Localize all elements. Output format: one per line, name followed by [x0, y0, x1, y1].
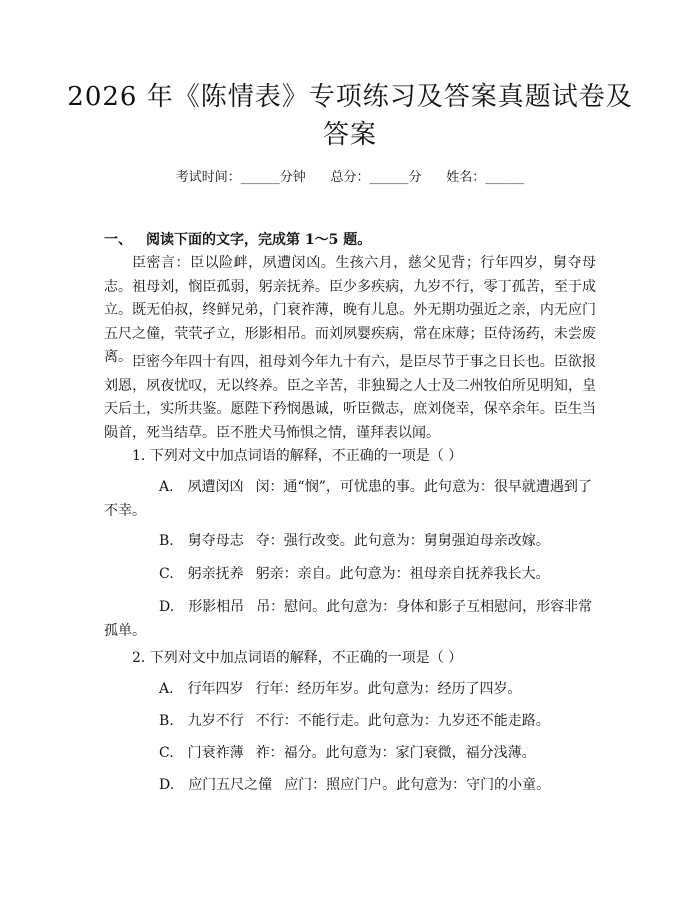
option-term: 门衰祚薄 [187, 745, 244, 761]
option-explain: 祚：福分。此句意为：家门衰微，福分浅薄。 [255, 745, 536, 761]
option-letter: B. [159, 713, 174, 729]
section-heading [104, 230, 371, 250]
question-2-option-b [104, 710, 596, 734]
page-title: 2026 年《陈情表》专项练习及答案真题试卷及答案 [67, 82, 633, 150]
option-term: 舅夺母志 [187, 533, 244, 549]
option-letter: A. [159, 681, 174, 697]
option-term: 九岁不行 [187, 713, 244, 729]
option-term: 应门五尺之僮 [188, 777, 273, 793]
option-explain: 夺：强行改变。此句意为：舅舅强迫母亲改嫁。 [255, 533, 550, 549]
option-explain: 躬亲：亲自。此句意为：祖母亲自抚养我长大。 [255, 566, 550, 582]
option-term: 形影相吊 [188, 599, 245, 615]
question-2-option-d [104, 774, 596, 798]
section-number: 一、 [104, 232, 132, 248]
option-letter: D. [159, 777, 175, 793]
option-letter: C. [159, 745, 174, 761]
option-explain: 不行：不能行走。此句意为：九岁还不能走路。 [255, 713, 550, 729]
option-letter: B. [159, 533, 174, 549]
question-1-stem: 1. 下列对文中加点词语的解释，不正确的一项是（ ） [132, 448, 463, 464]
question-2-option-a [104, 678, 596, 702]
option-term: 行年四岁 [187, 681, 244, 697]
question-1-option-a [104, 476, 596, 523]
section-instruction: 阅读下面的文字，完成第 1～5 题。 [146, 232, 372, 248]
passage-paragraph-2: 臣密今年四十有四，祖母刘今年九十有六，是臣尽节于事之日长也。臣欲报刘恩，夙夜忧叹，无以终养。臣之辛苦，非独蜀之人士及二州牧伯所见明知，皇天后土，实所共鉴。愿陛下矜悯愚诚，听臣微志，庶刘侥幸，保卒余年。臣生当陨首，死当结草。臣不胜犬马怖惧之情，谨拜表以闻。 [104, 354, 596, 441]
question-1-option-c [104, 563, 596, 587]
option-letter: C. [159, 566, 174, 582]
question-1-option-d [104, 596, 596, 643]
option-explain: 吊：慰问。此句意为：身体和影子互相慰问，形容非常孤单。 [104, 599, 593, 639]
exam-info-line: 考试时间：______分钟 总分：______分 姓名：______ [175, 170, 525, 185]
option-explain: 应门：照应门户。此句意为：守门的小童。 [284, 777, 551, 793]
option-letter: A. [159, 479, 174, 495]
option-term: 躬亲抚养 [187, 566, 244, 582]
question-2-stem: 2. 下列对文中加点词语的解释，不正确的一项是（ ） [132, 650, 463, 666]
option-letter: D. [159, 599, 175, 615]
option-explain: 行年：经历年岁。此句意为：经历了四岁。 [255, 681, 522, 697]
option-term: 夙遭闵凶 [187, 479, 244, 495]
question-2-option-c [104, 742, 596, 766]
option-explain: 闵：通“悯”，可忧患的事。此句意为：很早就遭遇到了不幸。 [104, 479, 592, 519]
passage-paragraph-1: 臣密言：臣以险衅，夙遭闵凶。生孩六月，慈父见背；行年四岁，舅夺母志。祖母刘，悯臣孤弱，躬亲抚养。臣少多疾病，九岁不行，零丁孤苦，至于成立。既无伯叔，终鲜兄弟，门衰祚薄，晚有儿息。外无期功强近之亲，内无应门五尺之僮，茕茕孑立，形影相吊。而刘夙婴疾病，常在床蓐；臣侍汤药，未尝废离。 [104, 255, 596, 366]
question-1-option-b [104, 530, 596, 554]
